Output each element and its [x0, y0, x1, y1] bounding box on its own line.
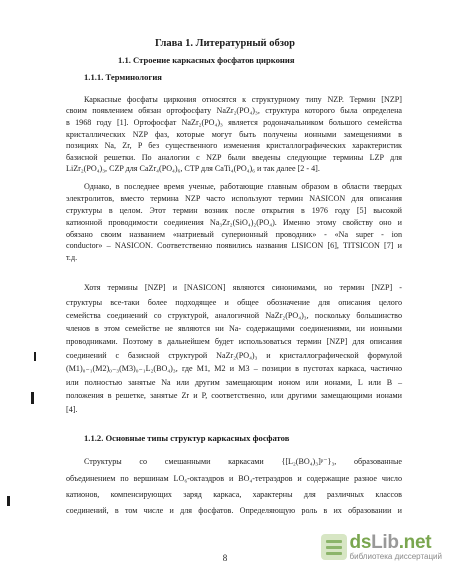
text-line: базисной решетки. По аналогии с NZP были введены следующие термины LZP для — [66, 153, 402, 162]
text-line: катионной проводимости соединения Na₃Zr₂(SiO₄)₂(PO₄). Именно этому свойству оно и — [66, 218, 402, 227]
text-line: кристаллических NZP фаз, которые могут быть получены ионными замещениями в — [66, 130, 402, 139]
text-line: структуры все-таки более подходящее и общее обозначение для описания целого — [66, 298, 402, 307]
text-line: или полностью занятые Na или другим замещающим ионом или ионами, L или B – — [66, 378, 402, 387]
watermark-brand: dsLib.net — [349, 532, 432, 553]
text-line: соединений с базисной структурой NaZr₂(PO₄)₃ и кристаллографической формулой — [66, 351, 402, 360]
text-line: Каркасные фосфаты циркония относятся к структурному типу NZP. Термин [NZP] — [84, 95, 402, 104]
text-line: соединений, в том числе и для фосфатов. Определяющую роль в их образовании и — [66, 506, 402, 515]
text-line: (M1)₀₋₁(M2)₀₋₃(M3)₀₋₁L₂(BO₄)₃, где M1, M2 и M3 – позиции в пустотах каркаса, частично — [66, 364, 402, 373]
text-line: LiZr₂(PO₄)₃, CZP для CaZr₄(PO₄)₆, CTP для CaTi₄(PO₄)₆ и так далее [2 - 4]. — [66, 164, 320, 173]
scan-mark — [31, 392, 34, 404]
section-heading-1-1-1: 1.1.1. Терминология — [84, 72, 162, 82]
text-line: положения в решетке, занятые Zr и P, соответственно, или другими замещающими ионами — [66, 391, 402, 400]
watermark-tagline: библиотека диссертаций — [349, 552, 442, 561]
book-icon — [321, 534, 347, 560]
text-line: Хотя термины [NZP] и [NASICON] являются синонимами, но термин [NZP] - — [84, 283, 402, 292]
text-line: т.д. — [66, 253, 78, 262]
watermark-logo — [321, 533, 442, 561]
text-line: членов в этом семействе не являются ни Na- содержащими соединениями, ни ионными — [66, 324, 402, 333]
text-line: позициях Na, Zr, P без существенного изменения кристаллографических характеристик — [66, 141, 402, 150]
section-heading-1-1-2: 1.1.2. Основные типы структур каркасных фосфатов — [84, 433, 290, 443]
text-line: Структуры со смешанными каркасами {[L₂(BO₄)₃]ᵖ⁻}₃, образованные — [84, 457, 402, 466]
text-line: объединением по вершинам LO₆-октаэдров и BO₄-тетраэдров и содержащие разное число — [66, 474, 402, 483]
text-line: проводниками. Поэтому в дальнейшем будет использоваться термин [NZP] для описания — [66, 337, 402, 346]
text-line: электролитов, вместо термина NZP часто используют термин NASICON для описания — [66, 194, 402, 203]
text-line: conductor» – NASICON. Соответственно появились названия LISICON [6], TITSICON [7] и — [66, 241, 402, 250]
scan-mark — [7, 496, 10, 506]
scan-mark — [34, 352, 36, 361]
text-line: [4]. — [66, 405, 78, 414]
text-line: в 1968 году [1]. Ортофосфат NaZr₂(PO₄)₃ является родоначальником большого семейства — [66, 118, 402, 127]
text-line: обязано своим названием «натриевый суперионный проводник» - «Na super - ion — [66, 230, 402, 239]
text-line: своим появлением обязан ортофосфату NaZr₂(PO₄)₃, структура которого была определена — [66, 106, 402, 115]
text-line: Однако, в последнее время ученые, работающие главным образом в области твердых — [84, 182, 402, 191]
text-line: семейства соединений со структурой, аналогичной NaZr₂(PO₄)₃, поскольку большинство — [66, 311, 402, 320]
page-number: 8 — [222, 553, 228, 563]
text-line: структуры в целом. Этот термин возник после открытия в 1976 году [5] высокой — [66, 206, 402, 215]
section-heading-1-1: 1.1. Строение каркасных фосфатов циркония — [118, 55, 295, 65]
text-line: катионов, компенсирующих заряд каркаса, характерны для различных классов — [66, 490, 402, 499]
chapter-title: Глава 1. Литературный обзор — [155, 38, 295, 49]
